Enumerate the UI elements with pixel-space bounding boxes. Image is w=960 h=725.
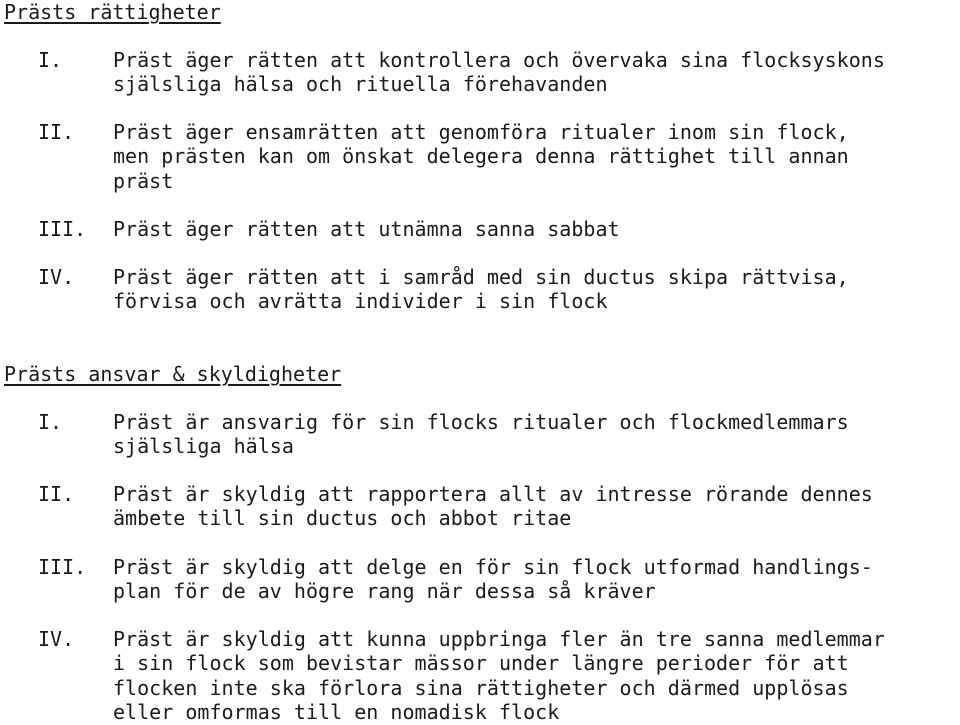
item-number: I. (38, 410, 63, 434)
text-line: präst (113, 168, 174, 193)
text-line: Präst äger rätten att i samråd med sin ductus skipa rättvisa, (113, 265, 849, 289)
text-line: själsliga hälsa (113, 434, 294, 459)
text-line: Präst är skyldig att delge en för sin flock utformad handlings- (113, 555, 873, 579)
text-line: flocken inte ska förlora sina rättigheter och därmed upplösas (113, 675, 849, 700)
text-line: Präst äger rätten att kontrollera och övervaka sina flocksyskons (113, 48, 885, 72)
text-line: Präst äger rätten att utnämna sanna sabbat (113, 217, 620, 241)
item-number: III. (38, 555, 87, 579)
item-number: IV. (38, 265, 75, 289)
item-text (113, 482, 958, 531)
item-text (113, 555, 958, 604)
text-line: ämbete till sin ductus och abbot ritae (113, 506, 572, 531)
item-text (113, 627, 958, 725)
text-line: Präst är skyldig att kunna uppbringa fler än tre sanna medlemmar (113, 627, 885, 651)
text-line: i sin flock som bevistar mässor under längre perioder för att (113, 651, 849, 676)
text-line: Präst är skyldig att rapportera allt av intresse rörande dennes (113, 482, 873, 506)
item-number: IV. (38, 627, 75, 651)
item-number: I. (38, 48, 63, 72)
item-number: II. (38, 120, 75, 144)
text-line: Präst är ansvarig för sin flocks ritualer och flockmedlemmars (113, 410, 849, 434)
text-line: själsliga hälsa och rituella förehavanden (113, 72, 608, 97)
section-heading-duties: Prästs ansvar & skyldigheter (4, 362, 342, 386)
item-number: II. (38, 482, 75, 506)
text-line: plan för de av högre rang när dessa så kräver (113, 579, 656, 604)
item-text (113, 410, 958, 459)
item-text (113, 120, 958, 193)
text-line: eller omformas till en nomadisk flock (113, 700, 560, 725)
item-text (113, 265, 958, 314)
item-number: III. (38, 217, 87, 241)
text-line: Präst äger ensamrätten att genomföra ritualer inom sin flock, (113, 120, 849, 144)
text-line: men prästen kan om önskat delegera denna rättighet till annan (113, 144, 849, 169)
section-heading-rights: Prästs rättigheter (4, 0, 221, 24)
item-text (113, 48, 958, 97)
text-line: förvisa och avrätta individer i sin flock (113, 289, 608, 314)
item-text (113, 217, 958, 241)
